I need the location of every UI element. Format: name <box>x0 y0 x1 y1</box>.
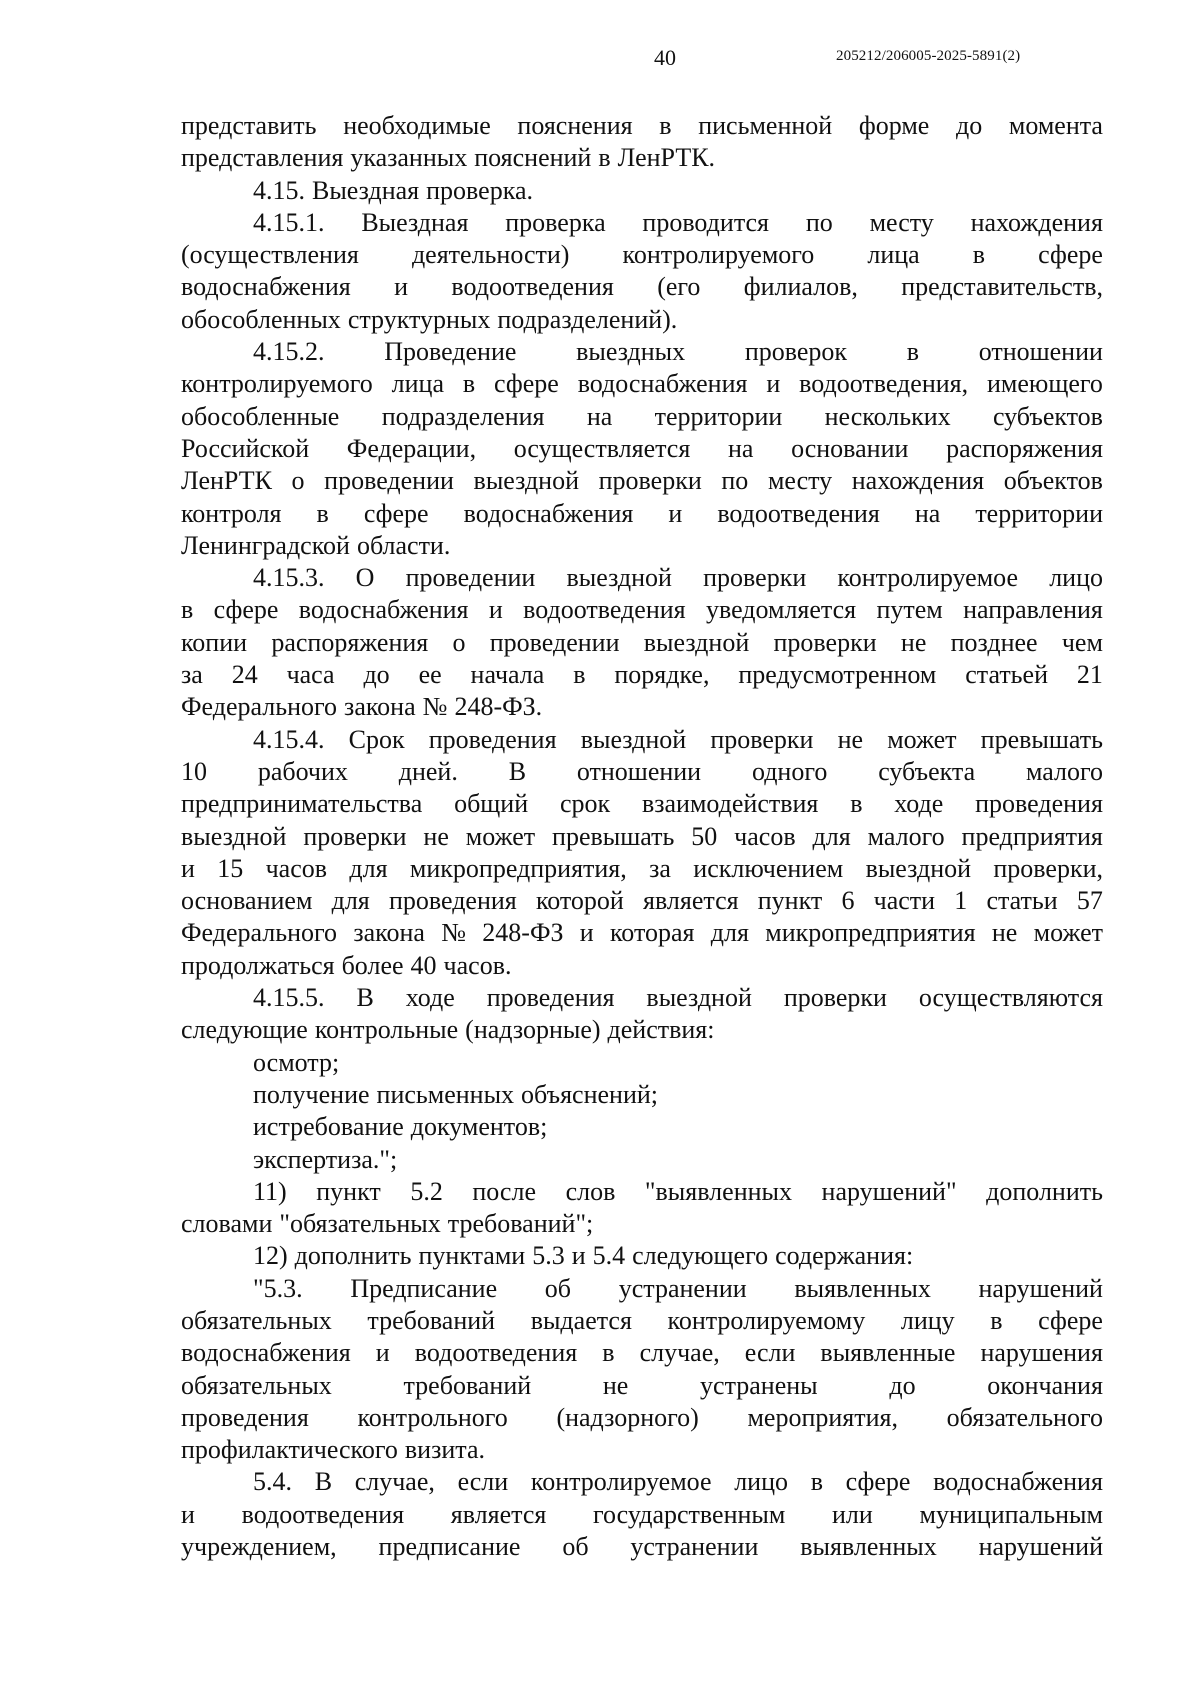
text-line: основанием для проведения которой является пункт 6 части 1 статьи 57 <box>181 886 1103 916</box>
text-line: 11) пункт 5.2 после слов "выявленных нарушений" дополнить <box>253 1176 1103 1206</box>
text-line: в сфере водоснабжения и водоотведения уведомляется путем направления <box>181 595 1103 625</box>
text-line: за 24 часа до ее начала в порядке, предусмотренном статьей 21 <box>181 660 1103 690</box>
text-line: словами "обязательных требований"; <box>181 1209 594 1239</box>
text-line: проведения контрольного (надзорного) мероприятия, обязательного <box>181 1402 1103 1432</box>
text-line: профилактического визита. <box>181 1435 485 1465</box>
text-line: 4.15.2. Проведение выездных проверок в отношении <box>253 337 1103 367</box>
text-line: 4.15.4. Срок проведения выездной проверки не может превышать <box>253 724 1103 754</box>
text-line: (осуществления деятельности) контролируемого лица в сфере <box>181 240 1103 270</box>
text-line: и водоотведения является государственным или муниципальным <box>181 1499 1103 1529</box>
document-body <box>181 110 1103 1563</box>
text-line: выездной проверки не может превышать 50 часов для малого предприятия <box>181 821 1103 851</box>
text-line: 4.15.1. Выездная проверка проводится по месту нахождения <box>253 207 1103 237</box>
text-line: водоснабжения и водоотведения (его филиалов, представительств, <box>181 272 1103 302</box>
text-line: следующие контрольные (надзорные) действия: <box>181 1015 715 1045</box>
document-id: 205212/206005-2025-5891(2) <box>836 48 1021 64</box>
text-line: обособленных структурных подразделений). <box>181 304 678 334</box>
text-line: представить необходимые пояснения в письменной форме до момента <box>181 111 1103 140</box>
text-line: экспертиза."; <box>253 1144 398 1174</box>
text-line: 4.15.5. В ходе проведения выездной проверки осуществляются <box>253 983 1103 1013</box>
text-line: 10 рабочих дней. В отношении одного субъекта малого <box>181 756 1103 786</box>
text-line: обязательных требований выдается контролируемому лицу в сфере <box>181 1305 1103 1335</box>
text-line: водоснабжения и водоотведения в случае, если выявленные нарушения <box>181 1338 1103 1368</box>
text-line: и 15 часов для микропредприятия, за исключением выездной проверки, <box>181 853 1103 883</box>
page-number: 40 <box>654 45 676 70</box>
text-line: 4.15.3. О проведении выездной проверки контролируемое лицо <box>253 563 1103 593</box>
text-line: Ленинградской области. <box>181 530 451 560</box>
text-line: Российской Федерации, осуществляется на основании распоряжения <box>181 433 1103 463</box>
text-line: осмотр; <box>253 1047 340 1077</box>
text-line: Федерального закона № 248-ФЗ. <box>181 692 543 722</box>
text-line: обособленные подразделения на территории нескольких субъектов <box>181 401 1103 431</box>
text-line: 4.15. Выездная проверка. <box>253 175 533 205</box>
text-line: получение письменных объяснений; <box>253 1079 658 1109</box>
text-line: "5.3. Предписание об устранении выявленных нарушений <box>253 1273 1103 1303</box>
text-line: Федерального закона № 248-ФЗ и которая для микропредприятия не может <box>181 918 1103 948</box>
text-line: истребование документов; <box>253 1112 548 1142</box>
text-line: ЛенРТК о проведении выездной проверки по месту нахождения объектов <box>181 466 1103 496</box>
text-line: предпринимательства общий срок взаимодействия в ходе проведения <box>181 789 1103 819</box>
text-line: 12) дополнить пунктами 5.3 и 5.4 следующего содержания: <box>253 1241 914 1271</box>
text-line: контроля в сфере водоснабжения и водоотведения на территории <box>181 498 1103 528</box>
text-line: продолжаться более 40 часов. <box>181 950 512 980</box>
text-line: представления указанных пояснений в ЛенРТК. <box>181 143 716 173</box>
text-line: контролируемого лица в сфере водоснабжения и водоотведения, имеющего <box>181 369 1103 399</box>
text-line: 5.4. В случае, если контролируемое лицо в сфере водоснабжения <box>253 1467 1103 1497</box>
text-line: обязательных требований не устранены до окончания <box>181 1370 1103 1400</box>
text-line: учреждением, предписание об устранении выявленных нарушений <box>181 1532 1103 1562</box>
text-line: копии распоряжения о проведении выездной проверки не позднее чем <box>181 627 1103 657</box>
